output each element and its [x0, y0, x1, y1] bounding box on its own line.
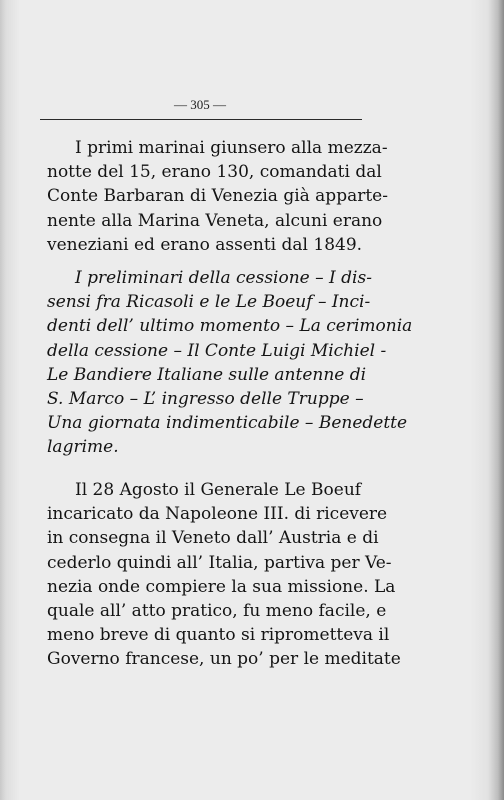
paragraph-le-boeuf [47, 478, 401, 672]
text-line: in consegna il Veneto dall’ Austria e di [47, 528, 379, 549]
chapter-summary [47, 266, 413, 460]
text-line: veneziani ed erano assenti dal 1849. [47, 234, 363, 255]
text-line: meno breve di quanto si riprometteva il [47, 625, 390, 646]
text-line: denti dell’ ultimo momento – La cerimonia [47, 316, 413, 337]
text-line: della cessione – Il Conte Luigi Michiel - [47, 340, 387, 361]
header-rule [40, 119, 362, 120]
text-line: quale all’ atto pratico, fu meno facile, e [47, 601, 387, 622]
text-line: Conte Barbaran di Venezia già apparte- [47, 186, 388, 207]
text-line: I primi marinai giunsero alla mezza- [75, 138, 388, 158]
text-line: Governo francese, un po’ per le meditate [47, 649, 401, 670]
text-line: Una giornata indimenticabile – Benedette [47, 413, 408, 434]
text-line: nezia onde compiere la sua missione. La [47, 576, 396, 597]
text-line: cederlo quindi all’ Italia, partiva per Ve- [47, 552, 392, 573]
page-number: — 305 — [174, 97, 226, 112]
text-line: S. Marco – L’ ingresso delle Truppe – [47, 389, 364, 410]
text-line: Le Bandiere Italiane sulle antenne di [47, 364, 367, 385]
text-line: lagrime. [47, 437, 119, 458]
text-line: nente alla Marina Veneta, alcuni erano [47, 210, 383, 231]
text-line: I preliminari della cessione – I dis- [75, 268, 372, 288]
paragraph-sailors-arrival [47, 136, 388, 257]
text-line: incaricato da Napoleone III. di ricevere [47, 504, 388, 525]
text-line: notte del 15, erano 130, comandati dal [47, 162, 382, 183]
text-line: Il 28 Agosto il Generale Le Boeuf [75, 480, 362, 500]
text-line: sensi fra Ricasoli e le Le Boeuf – Inci- [47, 292, 371, 313]
